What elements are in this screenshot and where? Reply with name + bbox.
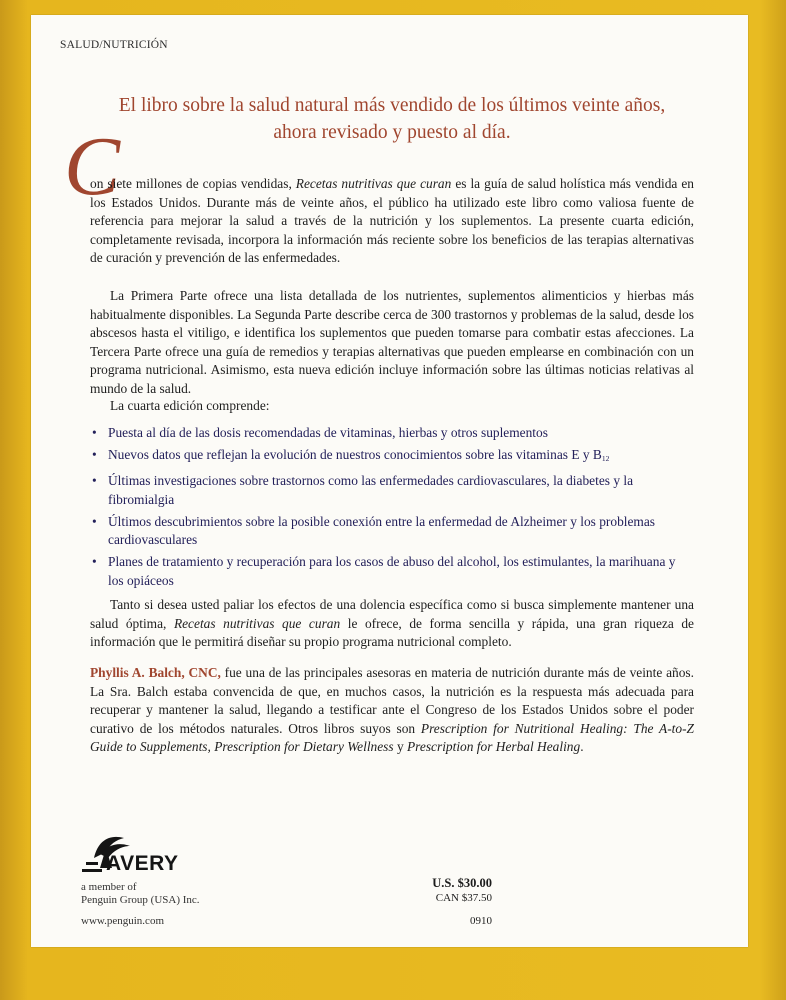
author-bio-end: . — [580, 739, 584, 755]
list-item-text: Nuevos datos que reflejan la evolución de nuestros conocimientos sobre las vitaminas E y B — [108, 446, 602, 462]
summary-text-a: Tanto si desea usted paliar los efectos de una dolencia específica como si busca simplemente mantener una salud óptima, — [90, 597, 694, 631]
author-name: Phyllis A. Balch, CNC, — [90, 665, 221, 680]
list-item-text: Últimos descubrimientos sobre la posible conexión entre la enfermedad de Alzheimer y los problemas cardiovasculares — [108, 513, 656, 548]
list-item-text: Últimas investigaciones sobre trastornos como las enfermedades cardiovasculares, la diabetes y la fibromialgia — [108, 472, 634, 507]
list-item — [90, 446, 694, 469]
publisher-logo-text: AVERY — [106, 852, 179, 875]
headline-line-2: ahora revisado y puesto al día. — [273, 122, 511, 143]
summary-text-b: le ofrece, de forma sencilla y rápida, una gran riqueza de información que le permitirá diseñar su propio programa nutricional completo. — [90, 615, 694, 650]
drop-cap: C — [64, 120, 121, 213]
product-code: 0910 — [470, 915, 492, 927]
author-last-book: Prescription for Herbal Healing — [407, 739, 581, 755]
bullet-icon: • — [92, 513, 97, 529]
bullet-icon: • — [92, 554, 97, 570]
list-item-text: Planes de tratamiento y recuperación para los casos de abuso del alcohol, los estimulantes, la marihuana y los opiáceos — [108, 554, 676, 588]
author-bio-and: y — [393, 739, 407, 755]
parts-paragraph: La Primera Parte ofrece una lista detallada de los nutrientes, suplementos alimenticios y hierbas más habitualmente disponibles. La Segunda Parte describe cerca de 300 trastornos y problemas de la salud, desde los abscesos hasta el vitiligo, e identifica los suplementos que pueden tomarse para combatir estas afecciones. La Tercera Parte ofrece una guía de remedios y terapias alternativas que pueden emplearse en combinación con un programa nutricional. Asimismo, esta nueva edición incluye información sobre las últimas noticias relativas al mundo de la salud. — [90, 288, 694, 396]
bullet-icon: • — [92, 425, 97, 440]
vitamin-subscript: 12 — [601, 453, 610, 463]
author-bio-text: fue una de las principales asesoras en materia de nutrición durante más de veinte años. La Sra. Balch estaba convencida de que, en muchos casos, la nutrición es la respuesta más adecuada para recuperar y mantener la salud, llegando a testificar ante el Congreso de los Estados Unidos sobre el poder curativo de los métodos naturales. Otros libros suyos son — [90, 665, 694, 736]
bullet-icon: • — [92, 446, 97, 462]
list-item — [90, 553, 694, 590]
price-us: U.S. $30.00 — [432, 876, 492, 890]
feature-list — [90, 424, 694, 594]
intro-paragraph — [90, 175, 694, 268]
list-item-text: Puesta al día de las dosis recomendadas de vitaminas, hierbas y otros suplementos — [108, 425, 548, 440]
intro-text-b: es la guía de salud holística más vendida en los Estados Unidos. Durante más de veinte años, el público ha utilizado este libro como valiosa fuente de referencia para mejorar la salud a través de la nutrición y los suplementos. La presente cuarta edición, completamente revisada, incorpora la información más reciente sobre los beneficios de las terapias alternativas de curación y prevención de las enfermedades. — [90, 176, 694, 266]
summary-paragraph — [90, 596, 694, 652]
headline-line-1: El libro sobre la salud natural más vendido de los últimos veinte años, — [118, 95, 666, 116]
list-item — [90, 513, 694, 550]
publisher-member-line: a member of — [81, 881, 137, 893]
summary-book-title: Recetas nutritivas que curan — [173, 615, 341, 631]
author-bio — [90, 664, 694, 757]
publisher-website: www.penguin.com — [81, 915, 164, 927]
publisher-group-line: Penguin Group (USA) Inc. — [81, 894, 200, 906]
headline — [60, 92, 724, 146]
bullet-icon: • — [92, 472, 97, 488]
edition-intro: La cuarta edición comprende: — [110, 398, 270, 413]
category-label: SALUD/NUTRICIÓN — [60, 39, 168, 51]
intro-book-title: Recetas nutritivas que curan — [295, 176, 452, 191]
price-can: CAN $37.50 — [435, 892, 492, 904]
list-item — [90, 424, 694, 443]
author-other-books: Prescription for Nutritional Healing: The A-to-Z Guide to Supplements, Prescription for Dietary Wellness — [90, 720, 694, 755]
list-item — [90, 472, 694, 509]
intro-text-a: on siete millones de copias vendidas, — [90, 176, 296, 191]
